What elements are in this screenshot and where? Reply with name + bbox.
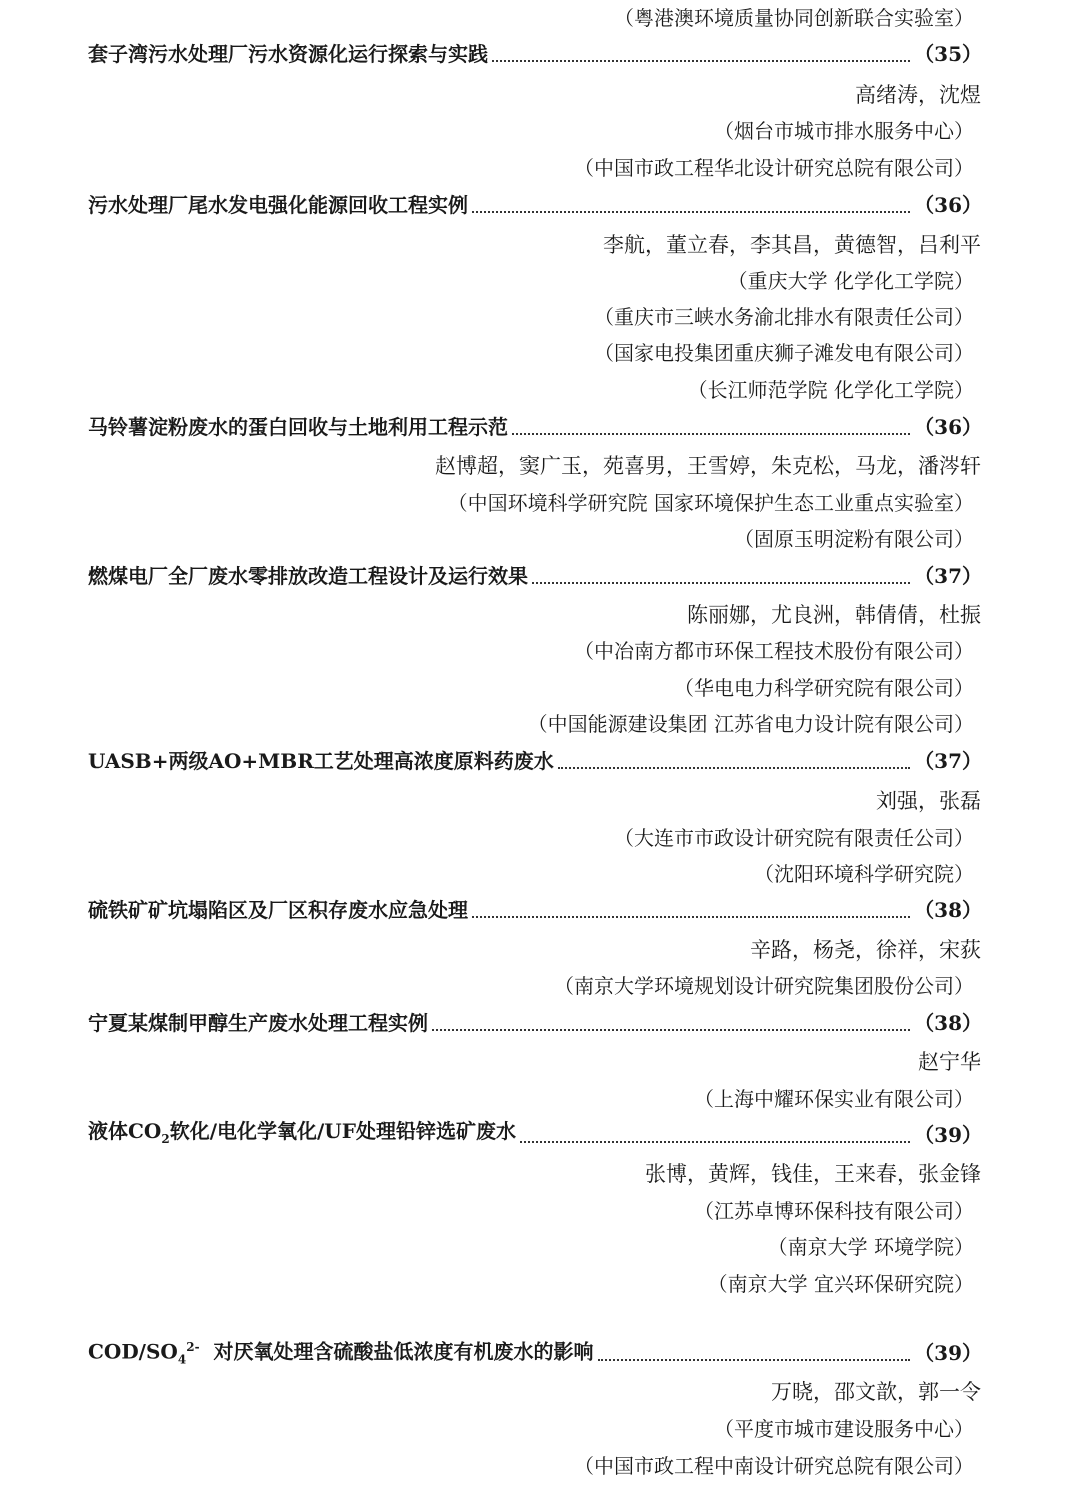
title-part: COD/SO <box>88 1339 178 1364</box>
leader-dots <box>432 1028 910 1031</box>
author-list: 刘强，张磊 <box>876 789 981 813</box>
leader-dots <box>532 581 910 584</box>
entry-page-number: （38） <box>914 1011 982 1035</box>
leader-dots <box>598 1358 911 1361</box>
toc-entry-title[interactable] <box>88 892 982 928</box>
entry-page-number: （36） <box>914 415 982 439</box>
entry-page-number: （39） <box>914 1341 982 1365</box>
entry-title-text: UASB+两级AO+MBR工艺处理高浓度原料药废水 <box>88 749 554 773</box>
affiliation: （平度市城市建设服务中心） <box>714 1417 974 1441</box>
toc-entry-title[interactable] <box>88 743 982 779</box>
toc-entry-title[interactable] <box>88 187 982 223</box>
affiliation: （南京大学 环境学院） <box>767 1235 974 1259</box>
affiliation: （中国环境科学研究院 国家环境保护生态工业重点实验室） <box>447 491 974 515</box>
entry-page-number: （37） <box>914 564 982 588</box>
entry-title-text: 宁夏某煤制甲醇生产废水处理工程实例 <box>88 1011 428 1035</box>
toc-entry-title[interactable] <box>88 1335 982 1371</box>
entry-title-text: 污水处理厂尾水发电强化能源回收工程实例 <box>88 193 468 217</box>
author-list: 张博，黄辉，钱佳，王来春，张金锋 <box>645 1162 981 1186</box>
entry-title-text: 套子湾污水处理厂污水资源化运行探索与实践 <box>88 42 488 66</box>
toc-entry-title[interactable] <box>88 1117 982 1153</box>
title-subscript: 4 <box>177 1352 187 1367</box>
affiliation: （中国市政工程中南设计研究总院有限公司） <box>574 1454 974 1478</box>
entry-title-text: 硫铁矿矿坑塌陷区及厂区积存废水应急处理 <box>88 898 468 922</box>
title-part: 对厌氧处理含硫酸盐低浓度有机废水的影响 <box>199 1339 594 1364</box>
leader-dots <box>512 432 910 435</box>
entry-page-number: （37） <box>914 749 982 773</box>
author-list: 赵宁华 <box>918 1050 981 1074</box>
leader-dots <box>472 915 910 918</box>
author-list: 万晓，邵文歆，郭一令 <box>771 1380 981 1404</box>
entry-title-text: 燃煤电厂全厂废水零排放改造工程设计及运行效果 <box>88 564 528 588</box>
affiliation: （固原玉明淀粉有限公司） <box>734 527 974 551</box>
author-list: 高绪涛，沈煜 <box>855 83 981 107</box>
author-list: 赵博超，窦广玉，苑喜男，王雪婷，朱克松，马龙，潘涔轩 <box>435 454 981 478</box>
affiliation: （长江师范学院 化学化工学院） <box>687 378 974 402</box>
title-superscript: 2- <box>186 1339 200 1354</box>
entry-title-text <box>88 1113 516 1157</box>
title-part: 液体CO <box>88 1119 162 1143</box>
toc-entry-title[interactable] <box>88 409 982 445</box>
toc-entry-title[interactable] <box>88 1005 982 1041</box>
entry-page-number: （38） <box>914 898 982 922</box>
entry-title-text <box>88 1329 594 1378</box>
entry-page-number: （39） <box>914 1123 982 1147</box>
affiliation: （沈阳环境科学研究院） <box>754 862 974 886</box>
affiliation: （粤港澳环境质量协同创新联合实验室） <box>614 6 974 30</box>
entry-page-number: （36） <box>914 193 982 217</box>
leader-dots <box>472 210 910 213</box>
affiliation: （大连市市政设计研究院有限责任公司） <box>614 826 974 850</box>
entry-page-number: （35） <box>914 42 982 66</box>
affiliation: （江苏卓博环保科技有限公司） <box>694 1199 974 1223</box>
author-list: 李航，董立春，李其昌，黄德智，吕利平 <box>603 233 981 257</box>
title-part: 软化/电化学氧化/UF处理铅锌选矿废水 <box>169 1119 516 1143</box>
toc-entry-title[interactable] <box>88 558 982 594</box>
affiliation: （中国能源建设集团 江苏省电力设计院有限公司） <box>527 712 974 736</box>
affiliation: （烟台市城市排水服务中心） <box>714 119 974 143</box>
affiliation: （南京大学环境规划设计研究院集团股份公司） <box>554 974 974 998</box>
affiliation: （重庆大学 化学化工学院） <box>727 269 974 293</box>
entry-title-text: 马铃薯淀粉废水的蛋白回收与土地利用工程示范 <box>88 415 508 439</box>
author-list: 辛路，杨尧，徐祥，宋荻 <box>750 938 981 962</box>
leader-dots <box>492 59 910 62</box>
affiliation: （重庆市三峡水务渝北排水有限责任公司） <box>594 305 974 329</box>
title-subscript: 2 <box>161 1132 170 1146</box>
affiliation: （南京大学 宜兴环保研究院） <box>707 1272 974 1296</box>
leader-dots <box>558 766 910 769</box>
toc-entry-title[interactable] <box>88 36 982 72</box>
affiliation: （中国市政工程华北设计研究总院有限公司） <box>574 156 974 180</box>
affiliation: （上海中耀环保实业有限公司） <box>694 1087 974 1111</box>
author-list: 陈丽娜，尤良洲，韩倩倩，杜振 <box>687 603 981 627</box>
affiliation: （国家电投集团重庆狮子滩发电有限公司） <box>594 341 974 365</box>
affiliation: （华电电力科学研究院有限公司） <box>674 676 974 700</box>
leader-dots <box>520 1140 910 1143</box>
affiliation: （中冶南方都市环保工程技术股份有限公司） <box>574 639 974 663</box>
